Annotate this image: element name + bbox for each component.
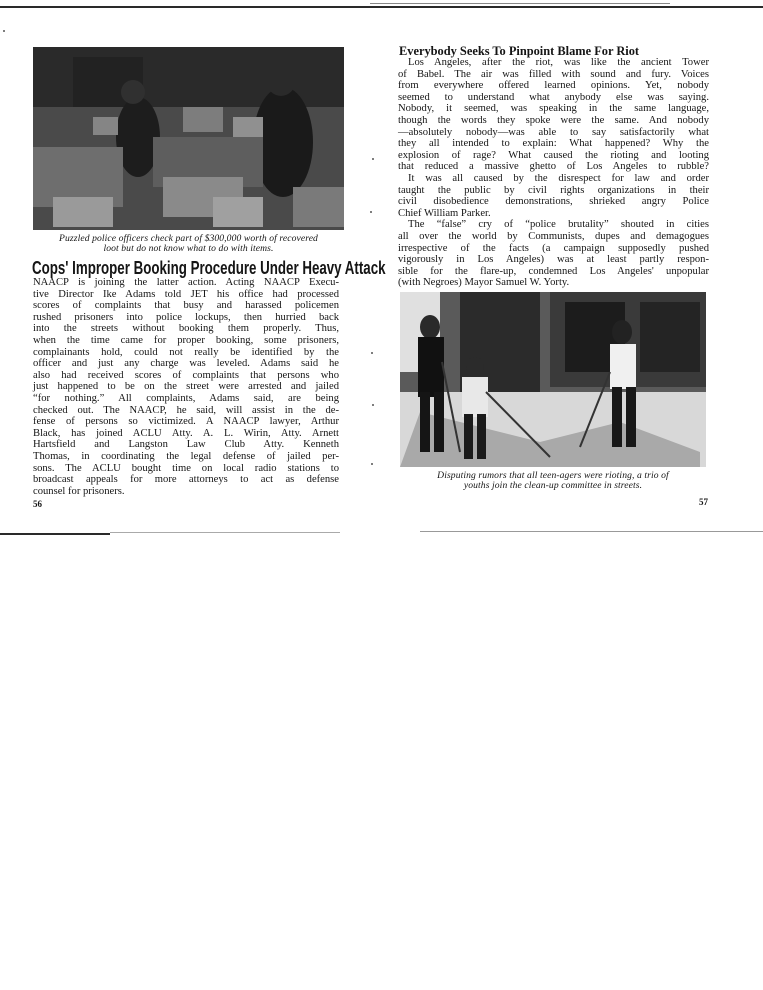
body-line: (with Negroes) Mayor Samuel W. Yorty. bbox=[398, 277, 570, 289]
caption-line: youths join the clean-up committee in streets. bbox=[463, 480, 643, 491]
scan-speck bbox=[371, 352, 373, 354]
body-line: when the time came for proper booking, some prisoners, bbox=[33, 334, 339, 346]
body-line: fense of persons so victimized. A NAACP lawyer, Arthur bbox=[33, 416, 339, 428]
caption-line: Puzzled police officers check part of $300,000 worth of recovered bbox=[59, 233, 318, 244]
body-line: sons. The ACLU bought time on local radio stations to bbox=[33, 462, 339, 474]
right-article-body bbox=[398, 57, 709, 289]
body-line: from everywhere offered learned opinions. Yet, nobody bbox=[398, 80, 709, 92]
street-cleanup-photo-icon bbox=[400, 292, 706, 467]
body-line: tive Director Ike Adams told JET his office had processed bbox=[33, 288, 339, 300]
body-line: NAACP is joining the latter action. Acting NAACP Execu- bbox=[33, 277, 339, 288]
page-number-right: 57 bbox=[699, 497, 708, 507]
body-line: of Babel. The air was filled with sound and fury. Voices bbox=[398, 68, 709, 80]
scan-speck bbox=[370, 211, 372, 213]
bottom-scan-rule bbox=[0, 533, 110, 535]
street-cleanup-photo bbox=[400, 292, 706, 467]
body-line: Hartsfield and Langston Law Club Atty. Kenneth bbox=[33, 439, 339, 451]
bottom-scan-rule-right bbox=[420, 531, 763, 532]
left-article-headline: Cops' Improper Booking Procedure Under Heavy Attack bbox=[32, 258, 386, 278]
scan-speck bbox=[3, 30, 5, 32]
body-line: scores of complaints that busy and harassed policemen bbox=[33, 300, 339, 312]
body-line: checked out. The NAACP, he said, will assist in the de- bbox=[33, 404, 339, 416]
body-line: just happened to be on the street were arrested and jailed bbox=[33, 381, 339, 393]
page-number-left: 56 bbox=[33, 499, 42, 509]
police-evidence-room-photo bbox=[33, 47, 344, 230]
body-line: civil disobedience demonstrations, shrieked angry Police bbox=[398, 196, 709, 208]
body-line: Los Angeles, after the riot, was like the ancient Tower bbox=[408, 57, 709, 68]
body-line: —absolutely nobody—was able to say satisfactorily what bbox=[398, 126, 709, 138]
body-line: seemed to understand what anybody else was saying. bbox=[398, 91, 709, 103]
right-photo-caption bbox=[398, 471, 708, 491]
body-line: taught the public by civil rights organizations in their bbox=[398, 184, 709, 196]
body-line: into the streets without booking them properly. Thus, bbox=[33, 323, 339, 335]
body-line: The “false” cry of “police brutality” shouted in cities bbox=[408, 219, 709, 231]
body-line: complainants hold, could not really be identified by the bbox=[33, 346, 339, 358]
police-evidence-room-photo-icon bbox=[33, 47, 344, 230]
body-line: irrespective of the facts (a campaign supposedly pushed bbox=[398, 242, 709, 254]
left-article-body bbox=[33, 277, 339, 497]
body-line: vigorously in Los Angeles) was at least partly respon- bbox=[398, 254, 709, 266]
body-line: also had received scores of complaints that persons who bbox=[33, 369, 339, 381]
left-photo-caption bbox=[33, 234, 344, 254]
body-line: Black, has joined ACLU Atty. A. L. Wirin, Atty. Arnett bbox=[33, 427, 339, 439]
body-line: they all intended to explain: What happened? Why the bbox=[398, 138, 709, 150]
scan-speck bbox=[372, 158, 374, 160]
body-line: Nobody, it seemed, was speaking in the same language, bbox=[398, 103, 709, 115]
top-scan-rule bbox=[0, 6, 763, 8]
body-line: Thomas, in coordinating the legal defense of jailed per- bbox=[33, 450, 339, 462]
body-line: officer and just any charge was leveled. Adams said he bbox=[33, 358, 339, 370]
body-line: “for nothing.” All complaints, Adams said, are being bbox=[33, 392, 339, 404]
right-article-headline: Everybody Seeks To Pinpoint Blame For Riot bbox=[399, 44, 640, 58]
body-line: Chief William Parker. bbox=[398, 207, 491, 219]
top-scan-rule-faint bbox=[370, 3, 670, 4]
body-line: explosion of rage? What caused the rioting and looting bbox=[398, 149, 709, 161]
caption-line: loot but do not know what to do with items. bbox=[103, 243, 274, 254]
body-line: broadcast appeals for more attorneys to act as defense bbox=[33, 474, 339, 486]
scan-speck bbox=[371, 463, 373, 465]
caption-line: Disputing rumors that all teen-agers were rioting, a trio of bbox=[437, 470, 669, 481]
body-line: counsel for prisoners. bbox=[33, 485, 125, 497]
body-line: rushed prisoners into police lockups, then hurried back bbox=[33, 311, 339, 323]
bottom-scan-rule-faint bbox=[110, 532, 340, 533]
body-line: all over the world by Communists, dupes and demagogues bbox=[398, 230, 709, 242]
body-line: It was all caused by the disrespect for law and order bbox=[408, 172, 709, 184]
body-line: though the words they spoke were the same. And nobody bbox=[398, 114, 709, 126]
scan-speck bbox=[372, 404, 374, 406]
body-line: sible for the flare-up, condemned Los Angeles' unpopular bbox=[398, 265, 709, 277]
body-line: that reduced a massive ghetto of Los Angeles to rubble? bbox=[398, 161, 709, 173]
